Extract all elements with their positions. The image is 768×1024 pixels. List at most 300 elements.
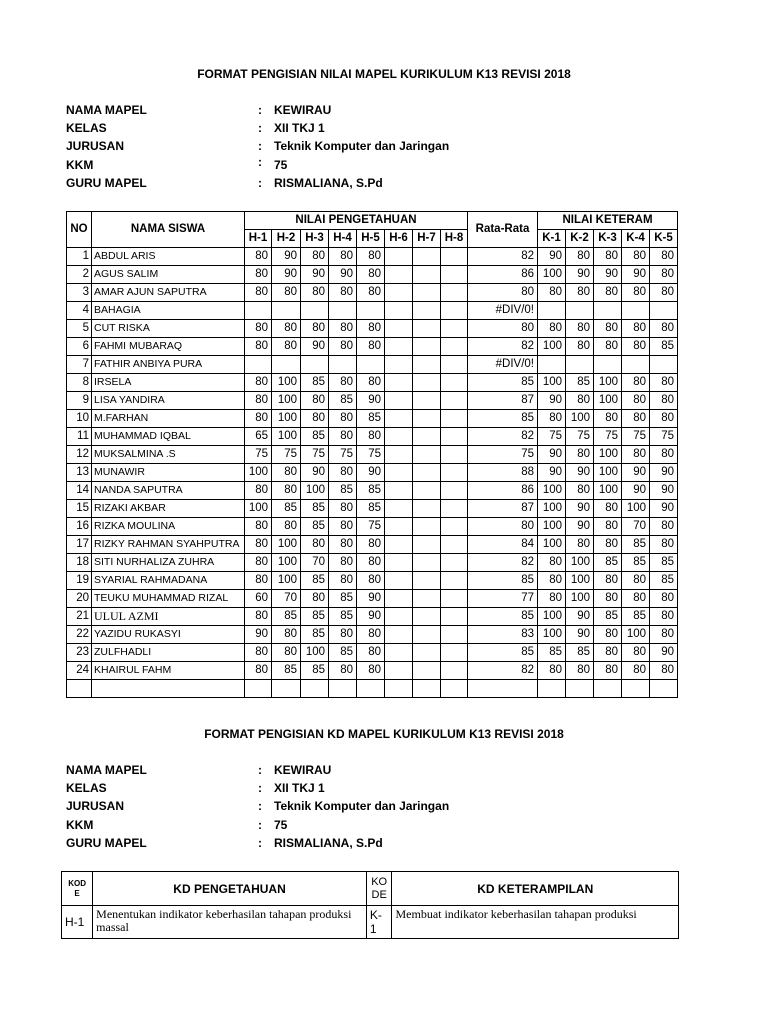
cell-h6 [385, 284, 413, 302]
info-value: KEWIRAU [274, 103, 332, 117]
cell-k3: 85 [594, 608, 622, 626]
cell-average: 82 [468, 428, 538, 446]
cell-h1: 60 [245, 590, 272, 608]
kd-row [62, 906, 679, 939]
cell-k1: 80 [538, 662, 566, 680]
cell-k4: 80 [622, 338, 650, 356]
cell-average: 83 [468, 626, 538, 644]
cell-h1: 80 [245, 320, 272, 338]
empty-cell [92, 680, 245, 698]
cell-k5 [650, 356, 678, 374]
cell-h8 [441, 446, 468, 464]
info-label: GURU MAPEL [66, 836, 147, 850]
empty-cell [468, 680, 538, 698]
cell-no: 24 [67, 662, 92, 680]
kd-col-header-code [62, 872, 93, 906]
cell-h7 [413, 536, 441, 554]
cell-k2: 80 [566, 392, 594, 410]
cell-h6 [385, 536, 413, 554]
cell-h4: 75 [329, 446, 357, 464]
cell-h7 [413, 482, 441, 500]
cell-k4: 80 [622, 284, 650, 302]
col-header-k2: K-2 [566, 230, 594, 248]
cell-h1: 75 [245, 446, 272, 464]
cell-k4: 90 [622, 266, 650, 284]
empty-cell [650, 680, 678, 698]
cell-no: 5 [67, 320, 92, 338]
kd-col-header-knowledge: KD PENGETAHUAN [93, 872, 367, 906]
cell-h5: 85 [357, 482, 385, 500]
cell-h1: 80 [245, 608, 272, 626]
cell-h3: 90 [301, 464, 329, 482]
cell-h3: 90 [301, 338, 329, 356]
cell-h4 [329, 302, 357, 320]
table-row [67, 662, 678, 680]
kd-desc-skills: Membuat indikator keberhasilan tahapan produksi [392, 906, 679, 939]
cell-k4: 80 [622, 590, 650, 608]
cell-no: 7 [67, 356, 92, 374]
cell-k1: 80 [538, 572, 566, 590]
col-header-h3: H-3 [301, 230, 329, 248]
info-value: RISMALIANA, S.Pd [274, 176, 383, 190]
cell-h3: 80 [301, 392, 329, 410]
cell-h2: 80 [272, 338, 301, 356]
cell-no: 11 [67, 428, 92, 446]
info-value: RISMALIANA, S.Pd [274, 836, 383, 850]
table-row [67, 320, 678, 338]
cell-k5: 90 [650, 464, 678, 482]
cell-k2: 100 [566, 410, 594, 428]
cell-student-name: M.FARHAN [92, 410, 245, 428]
cell-student-name: NANDA SAPUTRA [92, 482, 245, 500]
cell-h5: 90 [357, 590, 385, 608]
cell-k1: 100 [538, 500, 566, 518]
cell-no: 14 [67, 482, 92, 500]
cell-h8 [441, 374, 468, 392]
empty-cell [622, 680, 650, 698]
cell-h8 [441, 284, 468, 302]
info-value: 75 [274, 818, 288, 832]
cell-h4: 80 [329, 464, 357, 482]
empty-cell [385, 680, 413, 698]
cell-h5: 80 [357, 266, 385, 284]
cell-h6 [385, 320, 413, 338]
col-header-knowledge: NILAI PENGETAHUAN [245, 212, 468, 230]
cell-h2: 90 [272, 266, 301, 284]
info-label: JURUSAN [66, 139, 125, 153]
cell-h5: 80 [357, 536, 385, 554]
cell-k2: 85 [566, 644, 594, 662]
cell-h3: 100 [301, 644, 329, 662]
cell-student-name: FATHIR ANBIYA PURA [92, 356, 245, 374]
info-label: NAMA MAPEL [66, 103, 147, 117]
cell-k5: 90 [650, 482, 678, 500]
info-colon: : [258, 818, 262, 832]
cell-k2: 80 [566, 662, 594, 680]
cell-average: 80 [468, 320, 538, 338]
col-header-h1: H-1 [245, 230, 272, 248]
cell-h4: 80 [329, 284, 357, 302]
cell-k3: 80 [594, 320, 622, 338]
cell-h8 [441, 338, 468, 356]
cell-k3: 80 [594, 572, 622, 590]
cell-h1: 80 [245, 518, 272, 536]
cell-average: 85 [468, 644, 538, 662]
table-row [67, 572, 678, 590]
cell-h7 [413, 608, 441, 626]
table-row [67, 518, 678, 536]
table-row [67, 374, 678, 392]
cell-student-name: MUKSALMINA .S [92, 446, 245, 464]
cell-h2: 80 [272, 464, 301, 482]
kd-col-header-skills: KD KETERAMPILAN [392, 872, 679, 906]
cell-h3: 75 [301, 446, 329, 464]
cell-student-name: RIZKA MOULINA [92, 518, 245, 536]
cell-h7 [413, 626, 441, 644]
cell-h1: 80 [245, 572, 272, 590]
cell-h3: 80 [301, 248, 329, 266]
cell-h5: 80 [357, 626, 385, 644]
cell-average: 86 [468, 266, 538, 284]
cell-student-name: TEUKU MUHAMMAD RIZAL [92, 590, 245, 608]
cell-no: 9 [67, 392, 92, 410]
cell-k3: 80 [594, 662, 622, 680]
cell-no: 3 [67, 284, 92, 302]
cell-student-name: RIZKY RAHMAN SYAHPUTRA [92, 536, 245, 554]
table-row [67, 554, 678, 572]
cell-k1: 80 [538, 320, 566, 338]
cell-student-name: RIZAKI AKBAR [92, 500, 245, 518]
cell-average: 86 [468, 482, 538, 500]
kd-table [61, 871, 679, 939]
cell-h8 [441, 248, 468, 266]
cell-h1: 80 [245, 554, 272, 572]
table-row [67, 482, 678, 500]
cell-k1: 90 [538, 446, 566, 464]
cell-k5: 80 [650, 518, 678, 536]
cell-h6 [385, 266, 413, 284]
kd-header-row [62, 872, 679, 906]
cell-h3: 85 [301, 626, 329, 644]
cell-h7 [413, 356, 441, 374]
cell-k4: 70 [622, 518, 650, 536]
cell-h1: 80 [245, 644, 272, 662]
cell-h7 [413, 338, 441, 356]
col-header-h2: H-2 [272, 230, 301, 248]
cell-k5: 80 [650, 320, 678, 338]
cell-k4: 80 [622, 248, 650, 266]
cell-k3: 80 [594, 248, 622, 266]
cell-k2: 80 [566, 284, 594, 302]
cell-h8 [441, 302, 468, 320]
cell-h5: 90 [357, 608, 385, 626]
cell-k2: 75 [566, 428, 594, 446]
cell-h6 [385, 428, 413, 446]
cell-h2: 80 [272, 626, 301, 644]
col-header-k4: K-4 [622, 230, 650, 248]
cell-k1: 80 [538, 590, 566, 608]
col-header-h5: H-5 [357, 230, 385, 248]
table-row [67, 356, 678, 374]
cell-h7 [413, 284, 441, 302]
cell-no: 21 [67, 608, 92, 626]
cell-h4 [329, 356, 357, 374]
cell-k1: 100 [538, 266, 566, 284]
cell-h4: 80 [329, 410, 357, 428]
col-header-h8: H-8 [441, 230, 468, 248]
cell-h3 [301, 356, 329, 374]
cell-h4: 85 [329, 644, 357, 662]
cell-student-name: ABDUL ARIS [92, 248, 245, 266]
cell-h4: 85 [329, 392, 357, 410]
cell-h6 [385, 338, 413, 356]
cell-k3: 100 [594, 464, 622, 482]
cell-h8 [441, 518, 468, 536]
cell-h7 [413, 518, 441, 536]
cell-h6 [385, 446, 413, 464]
cell-h8 [441, 266, 468, 284]
cell-average: 80 [468, 284, 538, 302]
cell-h2: 70 [272, 590, 301, 608]
cell-k5: 80 [650, 536, 678, 554]
cell-k2: 85 [566, 374, 594, 392]
cell-h3: 85 [301, 608, 329, 626]
cell-h5: 80 [357, 338, 385, 356]
cell-k5: 85 [650, 554, 678, 572]
cell-k3: 80 [594, 590, 622, 608]
cell-h6 [385, 356, 413, 374]
table-row [67, 410, 678, 428]
cell-k2: 90 [566, 500, 594, 518]
cell-h7 [413, 392, 441, 410]
col-header-h7: H-7 [413, 230, 441, 248]
cell-h1: 80 [245, 410, 272, 428]
cell-h7 [413, 410, 441, 428]
cell-h2: 85 [272, 500, 301, 518]
cell-h4: 80 [329, 338, 357, 356]
cell-h8 [441, 626, 468, 644]
cell-h7 [413, 644, 441, 662]
kd-code2-header-line2: DE [371, 888, 387, 901]
cell-h4: 85 [329, 590, 357, 608]
info-value: KEWIRAU [274, 763, 332, 777]
cell-h5: 80 [357, 644, 385, 662]
cell-k5: 85 [650, 338, 678, 356]
cell-h8 [441, 554, 468, 572]
cell-k4: 80 [622, 446, 650, 464]
cell-k5: 90 [650, 500, 678, 518]
cell-h7 [413, 500, 441, 518]
cell-h4: 80 [329, 536, 357, 554]
empty-cell [538, 680, 566, 698]
cell-student-name: BAHAGIA [92, 302, 245, 320]
cell-h3 [301, 302, 329, 320]
info-colon: : [258, 763, 262, 777]
info-colon: : [258, 121, 262, 135]
cell-average: 84 [468, 536, 538, 554]
cell-no: 20 [67, 590, 92, 608]
cell-average: 82 [468, 248, 538, 266]
info-label: KKM [66, 818, 94, 832]
cell-student-name: YAZIDU RUKASYI [92, 626, 245, 644]
cell-h1: 90 [245, 626, 272, 644]
cell-k2: 90 [566, 266, 594, 284]
empty-cell [272, 680, 301, 698]
info-colon: : [258, 176, 262, 190]
table-row [67, 338, 678, 356]
cell-no: 8 [67, 374, 92, 392]
cell-k5: 80 [650, 284, 678, 302]
cell-k1: 100 [538, 518, 566, 536]
kd-code-header-line2: E [74, 888, 80, 898]
cell-h5: 75 [357, 446, 385, 464]
cell-h5: 80 [357, 572, 385, 590]
cell-h2: 90 [272, 248, 301, 266]
header-row-1 [67, 212, 678, 230]
cell-h2: 85 [272, 608, 301, 626]
cell-k4: 90 [622, 464, 650, 482]
cell-k2 [566, 356, 594, 374]
table-row [67, 608, 678, 626]
cell-h4: 80 [329, 572, 357, 590]
table-row [67, 500, 678, 518]
cell-h5: 80 [357, 320, 385, 338]
cell-h6 [385, 662, 413, 680]
cell-h5: 80 [357, 554, 385, 572]
cell-k1: 90 [538, 464, 566, 482]
cell-k1: 80 [538, 554, 566, 572]
col-header-skills: NILAI KETERAM [538, 212, 678, 230]
cell-student-name: MUNAWIR [92, 464, 245, 482]
cell-h1: 80 [245, 392, 272, 410]
cell-h5 [357, 302, 385, 320]
cell-k3 [594, 356, 622, 374]
cell-h8 [441, 500, 468, 518]
cell-k3: 80 [594, 338, 622, 356]
cell-k4: 85 [622, 554, 650, 572]
cell-k5: 80 [650, 446, 678, 464]
cell-k2: 80 [566, 482, 594, 500]
cell-no: 4 [67, 302, 92, 320]
cell-student-name: AMAR AJUN SAPUTRA [92, 284, 245, 302]
cell-no: 1 [67, 248, 92, 266]
cell-no: 17 [67, 536, 92, 554]
cell-h6 [385, 374, 413, 392]
info-value: 75 [274, 158, 288, 172]
cell-k3: 75 [594, 428, 622, 446]
cell-student-name: LISA YANDIRA [92, 392, 245, 410]
info-value: XII TKJ 1 [274, 781, 325, 795]
cell-h4: 85 [329, 608, 357, 626]
cell-h3: 80 [301, 284, 329, 302]
cell-k3: 100 [594, 392, 622, 410]
cell-no: 19 [67, 572, 92, 590]
table-row [67, 590, 678, 608]
cell-h4: 80 [329, 626, 357, 644]
kd-format-title: FORMAT PENGISIAN KD MAPEL KURIKULUM K13 REVISI 2018 [204, 727, 564, 741]
cell-student-name: ZULFHADLI [92, 644, 245, 662]
cell-h7 [413, 446, 441, 464]
cell-no: 2 [67, 266, 92, 284]
cell-k1: 90 [538, 392, 566, 410]
cell-k3: 90 [594, 266, 622, 284]
cell-k5 [650, 302, 678, 320]
cell-k1: 80 [538, 284, 566, 302]
cell-k1 [538, 302, 566, 320]
cell-h6 [385, 644, 413, 662]
cell-k2: 90 [566, 464, 594, 482]
cell-k1: 100 [538, 338, 566, 356]
cell-h2: 80 [272, 482, 301, 500]
cell-h6 [385, 464, 413, 482]
cell-no: 15 [67, 500, 92, 518]
cell-k5: 80 [650, 626, 678, 644]
table-row [67, 248, 678, 266]
cell-h4: 80 [329, 428, 357, 446]
cell-h8 [441, 320, 468, 338]
cell-h4: 80 [329, 248, 357, 266]
cell-h1: 80 [245, 284, 272, 302]
cell-h6 [385, 626, 413, 644]
info-label: GURU MAPEL [66, 176, 147, 190]
cell-k3: 100 [594, 374, 622, 392]
cell-k2: 80 [566, 446, 594, 464]
cell-h8 [441, 662, 468, 680]
cell-k4: 80 [622, 572, 650, 590]
cell-k5: 90 [650, 644, 678, 662]
cell-h7 [413, 302, 441, 320]
kd-code2-header-line1: KO [371, 875, 388, 888]
cell-no: 18 [67, 554, 92, 572]
cell-h1: 80 [245, 374, 272, 392]
empty-cell [329, 680, 357, 698]
empty-row [67, 680, 678, 698]
cell-average: 82 [468, 338, 538, 356]
cell-k4: 80 [622, 662, 650, 680]
cell-h5: 90 [357, 464, 385, 482]
cell-h8 [441, 482, 468, 500]
cell-h5: 80 [357, 662, 385, 680]
cell-h2 [272, 302, 301, 320]
kd-code-skills: K-1 [366, 906, 392, 939]
cell-h7 [413, 554, 441, 572]
cell-k2: 100 [566, 590, 594, 608]
cell-h8 [441, 590, 468, 608]
table-row [67, 428, 678, 446]
cell-h3: 85 [301, 374, 329, 392]
cell-k2: 90 [566, 626, 594, 644]
cell-h1: 100 [245, 500, 272, 518]
cell-k2: 100 [566, 572, 594, 590]
cell-k4: 80 [622, 320, 650, 338]
cell-student-name: FAHMI MUBARAQ [92, 338, 245, 356]
cell-k3: 80 [594, 644, 622, 662]
cell-average: 82 [468, 554, 538, 572]
cell-h3: 85 [301, 500, 329, 518]
cell-k3: 80 [594, 536, 622, 554]
table-row [67, 644, 678, 662]
info-colon: : [258, 799, 262, 813]
cell-average: 87 [468, 500, 538, 518]
cell-k4: 80 [622, 644, 650, 662]
cell-k2: 80 [566, 320, 594, 338]
cell-h2 [272, 356, 301, 374]
cell-average: 85 [468, 410, 538, 428]
cell-k1: 75 [538, 428, 566, 446]
cell-no: 23 [67, 644, 92, 662]
cell-k3: 80 [594, 518, 622, 536]
cell-h6 [385, 410, 413, 428]
